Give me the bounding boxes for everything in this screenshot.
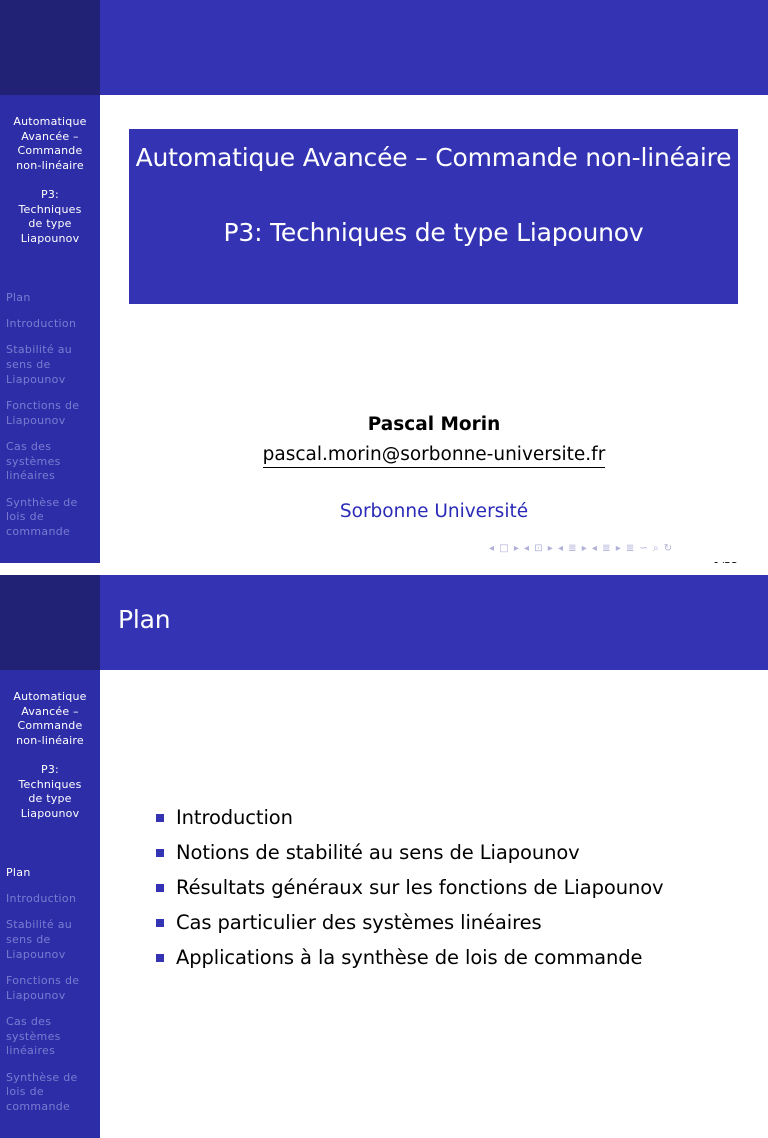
frame-title: Plan <box>118 605 171 634</box>
sidebar-item-stabilite[interactable]: Stabilité au sens de Liapounov <box>6 343 73 386</box>
presentation-title: Automatique Avancée – Commande non-linéaire <box>135 143 732 172</box>
slide-plan <box>0 575 768 1138</box>
sidebar-header <box>0 575 100 670</box>
sidebar-item-stabilite[interactable]: Stabilité au sens de Liapounov <box>6 918 73 961</box>
sidebar-item-fonctions[interactable]: Fonctions de Liapounov <box>6 974 80 1002</box>
sidebar-title-line: non-linéaire <box>16 734 84 748</box>
email-link[interactable]: pascal.morin@sorbonne-universite.fr <box>263 444 606 468</box>
sidebar-title-line: Commande <box>17 144 83 158</box>
bullet-square-icon <box>156 919 164 927</box>
list-item-text: Résultats généraux sur les fonctions de Liapounov <box>176 876 664 899</box>
sidebar-title-line: non-linéaire <box>16 159 84 173</box>
sidebar-title-line: Avancée – <box>21 704 79 718</box>
list-item-text: Introduction <box>176 806 293 829</box>
sidebar-subtitle-line: de type <box>28 792 72 806</box>
list-item <box>154 835 664 870</box>
list-item-text: Applications à la synthèse de lois de commande <box>176 946 643 969</box>
slide-separator <box>0 563 768 575</box>
sidebar-item-synthese[interactable]: Synthèse de lois de commande <box>6 1070 78 1113</box>
list-item <box>154 800 664 835</box>
sidebar-item-fonctions[interactable]: Fonctions de Liapounov <box>6 399 80 427</box>
author-name: Pascal Morin <box>367 414 501 435</box>
sidebar-nav <box>6 291 98 551</box>
sidebar-subtitle-line: Liapounov <box>20 807 80 821</box>
sidebar-subtitle-line: P3: <box>41 188 59 201</box>
institution: Sorbonne Université <box>339 501 529 522</box>
sidebar-title-line: Automatique <box>13 690 87 703</box>
bullet-square-icon <box>156 954 164 962</box>
sidebar-item-introduction[interactable]: Introduction <box>6 892 77 906</box>
sidebar-item-introduction[interactable]: Introduction <box>6 317 77 331</box>
sidebar-item-synthese[interactable]: Synthèse de lois de commande <box>6 495 78 538</box>
sidebar-title-line: Commande <box>17 719 83 733</box>
sidebar-subtitle-line: P3: <box>41 763 59 776</box>
sidebar-header <box>0 0 100 95</box>
title-block <box>129 129 738 304</box>
frame-title-bar <box>100 575 768 670</box>
sidebar-title[interactable] <box>0 115 100 174</box>
slide-title <box>0 0 768 563</box>
bullet-square-icon <box>156 849 164 857</box>
plan-list <box>154 800 664 975</box>
sidebar-subtitle-line: de type <box>28 217 72 231</box>
list-item-text: Cas particulier des systèmes linéaires <box>176 911 542 934</box>
list-item-text: Notions de stabilité au sens de Liapounov <box>176 841 580 864</box>
sidebar-subtitle[interactable] <box>0 188 100 247</box>
sidebar-subtitle-line: Liapounov <box>20 232 80 246</box>
frame-title-bar <box>100 0 768 95</box>
bullet-square-icon <box>156 814 164 822</box>
sidebar-title-line: Avancée – <box>21 129 79 143</box>
sidebar-title[interactable] <box>0 690 100 749</box>
sidebar-subtitle-line: Techniques <box>18 777 82 791</box>
sidebar-subtitle[interactable] <box>0 763 100 822</box>
sidebar-item-cas-lineaires[interactable]: Cas des systèmes linéaires <box>6 439 61 483</box>
sidebar-subtitle-line: Techniques <box>18 202 82 216</box>
sidebar-item-cas-lineaires[interactable]: Cas des systèmes linéaires <box>6 1014 61 1058</box>
beamer-navigation-icons[interactable]: ◂ □ ▸ ◂ ⊡ ▸ ◂ ≣ ▸ ◂ ≣ ▸ ≣ ∽ ⌕ ↻ <box>489 543 674 554</box>
sidebar-nav <box>6 866 98 1126</box>
presentation-subtitle: P3: Techniques de type Liapounov <box>223 218 644 247</box>
bullet-square-icon <box>156 884 164 892</box>
sidebar-item-plan[interactable]: Plan <box>6 866 31 879</box>
author-email <box>100 444 768 465</box>
list-item <box>154 940 664 975</box>
sidebar <box>0 95 100 563</box>
sidebar <box>0 670 100 1138</box>
list-item <box>154 870 664 905</box>
sidebar-title-line: Automatique <box>13 115 87 128</box>
list-item <box>154 905 664 940</box>
sidebar-item-plan[interactable]: Plan <box>6 291 31 304</box>
